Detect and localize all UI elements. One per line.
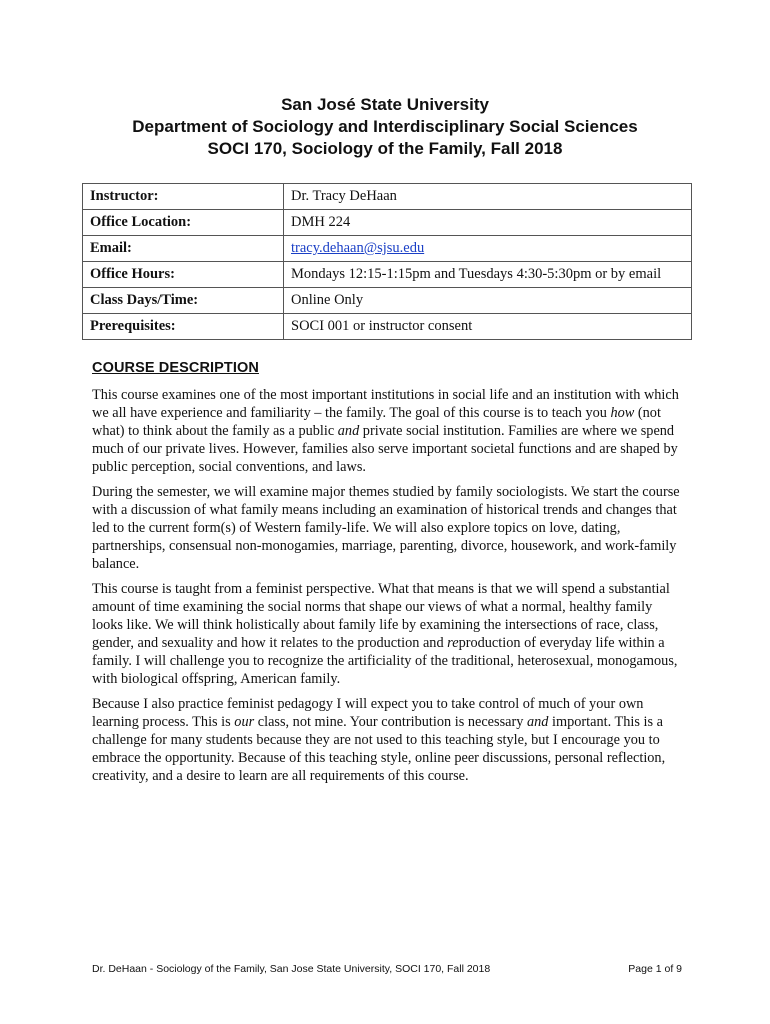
text-span: Because I also practice feminist pedagogy I will expect you to take control of much of your own learning process. This is [92,696,644,730]
prerequisites-value: SOCI 001 or instructor consent [284,314,692,340]
table-row [83,288,692,314]
university-title: San José State University [281,95,489,114]
table-row [83,184,692,210]
emphasis-re: re [447,635,459,651]
department-title: Department of Sociology and Interdisciplinary Social Sciences [132,117,638,136]
emphasis-our: our [234,714,255,730]
instructor-label: Instructor: [83,184,284,210]
office-hours-label: Office Hours: [83,262,284,288]
text-span: This course is taught from a feminist perspective. What that means is that we will spend a substantial amount of time examining the social norms that shape our views of what a normal, healthy family looks like. We will think holistically about family life by examining the intersections of race, class, gender, and sexuality and how it relates to the production and [92,581,670,651]
paragraph-1 [92,386,684,476]
paragraph-4 [92,695,684,785]
paragraph-3 [92,580,684,688]
document-header [0,94,770,160]
course-description-heading: COURSE DESCRIPTION [92,360,259,376]
instructor-value: Dr. Tracy DeHaan [284,184,692,210]
prerequisites-label: Prerequisites: [83,314,284,340]
class-days-label: Class Days/Time: [83,288,284,314]
text-span: private social institution. Families are where we spend much of our private lives. However, families also serve important societal functions and are shaped by public perception, social conventions, and laws. [92,423,678,475]
emphasis-how: how [610,405,635,421]
email-link[interactable]: tracy.dehaan@sjsu.edu [291,240,425,256]
email-label: Email: [83,236,284,262]
paragraph-2: During the semester, we will examine major themes studied by family sociologists. We start the course with a discussion of what family means including an examination of historical trends and changes that led to the current form(s) of Western family-life. We will also explore topics on love, dating, partnerships, consensual non-monogamies, marriage, parenting, divorce, housework, and work-family balance. [92,484,680,572]
text-span: (not what) to think about the family as a public [92,405,661,439]
emphasis-and: and [337,423,360,439]
office-hours-value: Mondays 12:15-1:15pm and Tuesdays 4:30-5:30pm or by email [284,262,692,288]
course-info-table [82,183,692,340]
text-span: important. This is a challenge for many students because they are not used to this teaching style, but I encourage you to embrace the opportunity. Because of this teaching style, online peer discussions, personal reflection, creativity, and a desire to learn are all requirements of this course. [92,714,666,784]
office-location-label: Office Location: [83,210,284,236]
text-span: production of everyday life within a family. I will challenge you to recognize the artificiality of the traditional, heterosexual, monogamous, with biological offspring, American family. [92,635,678,687]
text-span: class, not mine. Your contribution is necessary [254,714,527,730]
office-location-value: DMH 224 [284,210,692,236]
page-number: Page 1 of 9 [628,963,682,975]
email-cell [284,236,692,262]
class-days-value: Online Only [284,288,692,314]
table-row [83,236,692,262]
emphasis-and: and [526,714,549,730]
table-row [83,262,692,288]
course-title: SOCI 170, Sociology of the Family, Fall 2018 [207,139,563,158]
table-row [83,210,692,236]
text-span: This course examines one of the most important institutions in social life and an institution with which we all have experience and familiarity – the family. The goal of this course is to teach you [92,387,679,421]
footer-citation: Dr. DeHaan - Sociology of the Family, San Jose State University, SOCI 170, Fall 2018 [92,963,491,975]
course-description-body [92,386,684,792]
table-row [83,314,692,340]
